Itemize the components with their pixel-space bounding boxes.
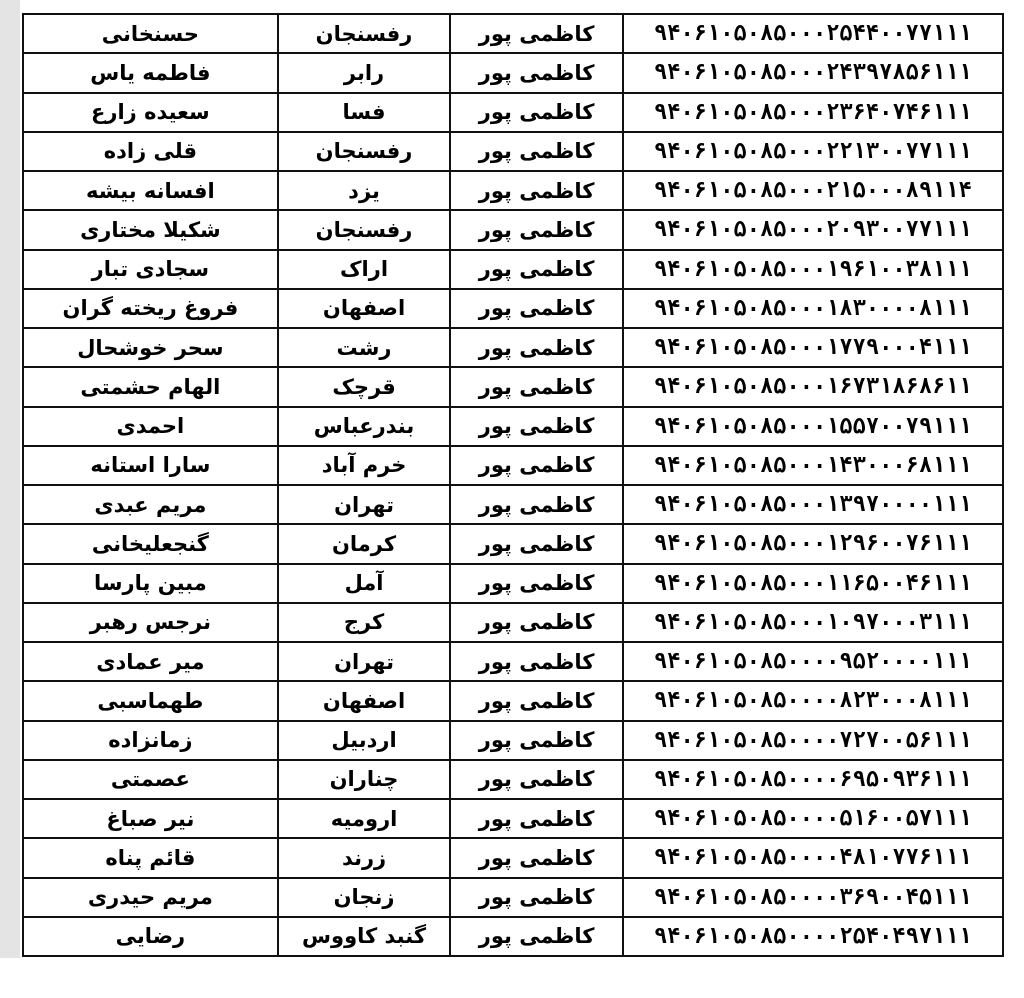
number-cell: ۹۴۰۶۱۰۵۰۸۵۰۰۰۲۵۴۴۰۰۷۷۱۱۱ (623, 14, 1003, 53)
number-cell: ۹۴۰۶۱۰۵۰۸۵۰۰۰۰۲۵۴۰۴۹۷۱۱۱ (623, 917, 1003, 956)
teacher-cell: کاظمی پور (450, 289, 623, 328)
name-cell: سارا استانه (23, 446, 278, 485)
teacher-cell: کاظمی پور (450, 917, 623, 956)
table-row (23, 878, 1003, 917)
table-row (23, 681, 1003, 720)
teacher-cell: کاظمی پور (450, 132, 623, 171)
records-table (22, 13, 1004, 957)
name-cell: رضایی (23, 917, 278, 956)
city-cell: قرچک (278, 367, 451, 406)
table-row (23, 289, 1003, 328)
number-cell: ۹۴۰۶۱۰۵۰۸۵۰۰۰۲۱۵۰۰۰۸۹۱۱۴ (623, 171, 1003, 210)
number-cell: ۹۴۰۶۱۰۵۰۸۵۰۰۰۱۵۵۷۰۰۷۹۱۱۱ (623, 407, 1003, 446)
number-cell: ۹۴۰۶۱۰۵۰۸۵۰۰۰۱۳۹۷۰۰۰۰۱۱۱ (623, 485, 1003, 524)
name-cell: احمدی (23, 407, 278, 446)
table-row (23, 250, 1003, 289)
teacher-cell: کاظمی پور (450, 407, 623, 446)
city-cell: کرج (278, 603, 451, 642)
table-row (23, 210, 1003, 249)
city-cell: زرند (278, 838, 451, 877)
city-cell: رفسنجان (278, 210, 451, 249)
teacher-cell: کاظمی پور (450, 603, 623, 642)
city-cell: تهران (278, 485, 451, 524)
name-cell: سحر خوشحال (23, 328, 278, 367)
number-cell: ۹۴۰۶۱۰۵۰۸۵۰۰۰۲۳۶۴۰۷۴۶۱۱۱ (623, 93, 1003, 132)
teacher-cell: کاظمی پور (450, 878, 623, 917)
table-row (23, 564, 1003, 603)
city-cell: بندرعباس (278, 407, 451, 446)
number-cell: ۹۴۰۶۱۰۵۰۸۵۰۰۰۰۶۹۵۰۹۳۶۱۱۱ (623, 760, 1003, 799)
table-row (23, 93, 1003, 132)
city-cell: آمل (278, 564, 451, 603)
teacher-cell: کاظمی پور (450, 14, 623, 53)
table-row (23, 721, 1003, 760)
name-cell: مبین پارسا (23, 564, 278, 603)
table-row (23, 642, 1003, 681)
teacher-cell: کاظمی پور (450, 564, 623, 603)
name-cell: طهماسبی (23, 681, 278, 720)
teacher-cell: کاظمی پور (450, 93, 623, 132)
city-cell: گنبد کاووس (278, 917, 451, 956)
teacher-cell: کاظمی پور (450, 210, 623, 249)
table-row (23, 171, 1003, 210)
number-cell: ۹۴۰۶۱۰۵۰۸۵۰۰۰۰۸۲۳۰۰۰۸۱۱۱ (623, 681, 1003, 720)
name-cell: حسنخانی (23, 14, 278, 53)
city-cell: رابر (278, 53, 451, 92)
number-cell: ۹۴۰۶۱۰۵۰۸۵۰۰۰۱۶۷۳۱۸۶۸۶۱۱ (623, 367, 1003, 406)
teacher-cell: کاظمی پور (450, 446, 623, 485)
teacher-cell: کاظمی پور (450, 250, 623, 289)
city-cell: رفسنجان (278, 14, 451, 53)
number-cell: ۹۴۰۶۱۰۵۰۸۵۰۰۰۲۲۱۳۰۰۷۷۱۱۱ (623, 132, 1003, 171)
table-row (23, 446, 1003, 485)
teacher-cell: کاظمی پور (450, 328, 623, 367)
name-cell: نیر صباغ (23, 799, 278, 838)
teacher-cell: کاظمی پور (450, 760, 623, 799)
number-cell: ۹۴۰۶۱۰۵۰۸۵۰۰۰۱۱۶۵۰۰۴۶۱۱۱ (623, 564, 1003, 603)
teacher-cell: کاظمی پور (450, 642, 623, 681)
number-cell: ۹۴۰۶۱۰۵۰۸۵۰۰۰۲۰۹۳۰۰۷۷۱۱۱ (623, 210, 1003, 249)
number-cell: ۹۴۰۶۱۰۵۰۸۵۰۰۰۰۵۱۶۰۰۵۷۱۱۱ (623, 799, 1003, 838)
teacher-cell: کاظمی پور (450, 838, 623, 877)
table-row (23, 917, 1003, 956)
name-cell: قلی زاده (23, 132, 278, 171)
table-row (23, 485, 1003, 524)
city-cell: اراک (278, 250, 451, 289)
city-cell: تهران (278, 642, 451, 681)
city-cell: چناران (278, 760, 451, 799)
table-row (23, 328, 1003, 367)
name-cell: سعیده زارع (23, 93, 278, 132)
name-cell: گنجعلیخانی (23, 524, 278, 563)
name-cell: نرجس رهبر (23, 603, 278, 642)
teacher-cell: کاظمی پور (450, 721, 623, 760)
records-table-body (23, 14, 1003, 956)
city-cell: رفسنجان (278, 132, 451, 171)
teacher-cell: کاظمی پور (450, 171, 623, 210)
name-cell: سجادی تبار (23, 250, 278, 289)
number-cell: ۹۴۰۶۱۰۵۰۸۵۰۰۰۱۸۳۰۰۰۰۸۱۱۱ (623, 289, 1003, 328)
number-cell: ۹۴۰۶۱۰۵۰۸۵۰۰۰۰۹۵۲۰۰۰۰۱۱۱ (623, 642, 1003, 681)
city-cell: زنجان (278, 878, 451, 917)
table-row (23, 132, 1003, 171)
table-row (23, 367, 1003, 406)
city-cell: اصفهان (278, 681, 451, 720)
teacher-cell: کاظمی پور (450, 799, 623, 838)
number-cell: ۹۴۰۶۱۰۵۰۸۵۰۰۰۰۳۶۹۰۰۴۵۱۱۱ (623, 878, 1003, 917)
teacher-cell: کاظمی پور (450, 524, 623, 563)
city-cell: ارومیه (278, 799, 451, 838)
table-row (23, 53, 1003, 92)
teacher-cell: کاظمی پور (450, 485, 623, 524)
name-cell: زمانزاده (23, 721, 278, 760)
city-cell: خرم آباد (278, 446, 451, 485)
number-cell: ۹۴۰۶۱۰۵۰۸۵۰۰۰۰۴۸۱۰۷۷۶۱۱۱ (623, 838, 1003, 877)
table-row (23, 760, 1003, 799)
name-cell: میر عمادی (23, 642, 278, 681)
table-row (23, 799, 1003, 838)
number-cell: ۹۴۰۶۱۰۵۰۸۵۰۰۰۱۹۶۱۰۰۳۸۱۱۱ (623, 250, 1003, 289)
name-cell: مریم حیدری (23, 878, 278, 917)
city-cell: اصفهان (278, 289, 451, 328)
table-row (23, 14, 1003, 53)
number-cell: ۹۴۰۶۱۰۵۰۸۵۰۰۰۲۴۳۹۷۸۵۶۱۱۱ (623, 53, 1003, 92)
number-cell: ۹۴۰۶۱۰۵۰۸۵۰۰۰۱۰۹۷۰۰۰۳۱۱۱ (623, 603, 1003, 642)
name-cell: فاطمه یاس (23, 53, 278, 92)
name-cell: مریم عبدی (23, 485, 278, 524)
name-cell: شکیلا مختاری (23, 210, 278, 249)
name-cell: افسانه بیشه (23, 171, 278, 210)
number-cell: ۹۴۰۶۱۰۵۰۸۵۰۰۰۱۴۳۰۰۰۶۸۱۱۱ (623, 446, 1003, 485)
table-row (23, 603, 1003, 642)
teacher-cell: کاظمی پور (450, 681, 623, 720)
table-row (23, 407, 1003, 446)
document-table-container (22, 13, 1004, 957)
city-cell: یزد (278, 171, 451, 210)
city-cell: فسا (278, 93, 451, 132)
table-row (23, 524, 1003, 563)
number-cell: ۹۴۰۶۱۰۵۰۸۵۰۰۰۱۷۷۹۰۰۰۴۱۱۱ (623, 328, 1003, 367)
city-cell: کرمان (278, 524, 451, 563)
left-gray-strip (0, 0, 20, 958)
teacher-cell: کاظمی پور (450, 53, 623, 92)
name-cell: فروغ ریخته گران (23, 289, 278, 328)
city-cell: اردبیل (278, 721, 451, 760)
name-cell: الهام حشمتی (23, 367, 278, 406)
number-cell: ۹۴۰۶۱۰۵۰۸۵۰۰۰۰۷۲۷۰۰۵۶۱۱۱ (623, 721, 1003, 760)
table-row (23, 838, 1003, 877)
name-cell: عصمتی (23, 760, 278, 799)
name-cell: قائم پناه (23, 838, 278, 877)
city-cell: رشت (278, 328, 451, 367)
number-cell: ۹۴۰۶۱۰۵۰۸۵۰۰۰۱۲۹۶۰۰۷۶۱۱۱ (623, 524, 1003, 563)
teacher-cell: کاظمی پور (450, 367, 623, 406)
